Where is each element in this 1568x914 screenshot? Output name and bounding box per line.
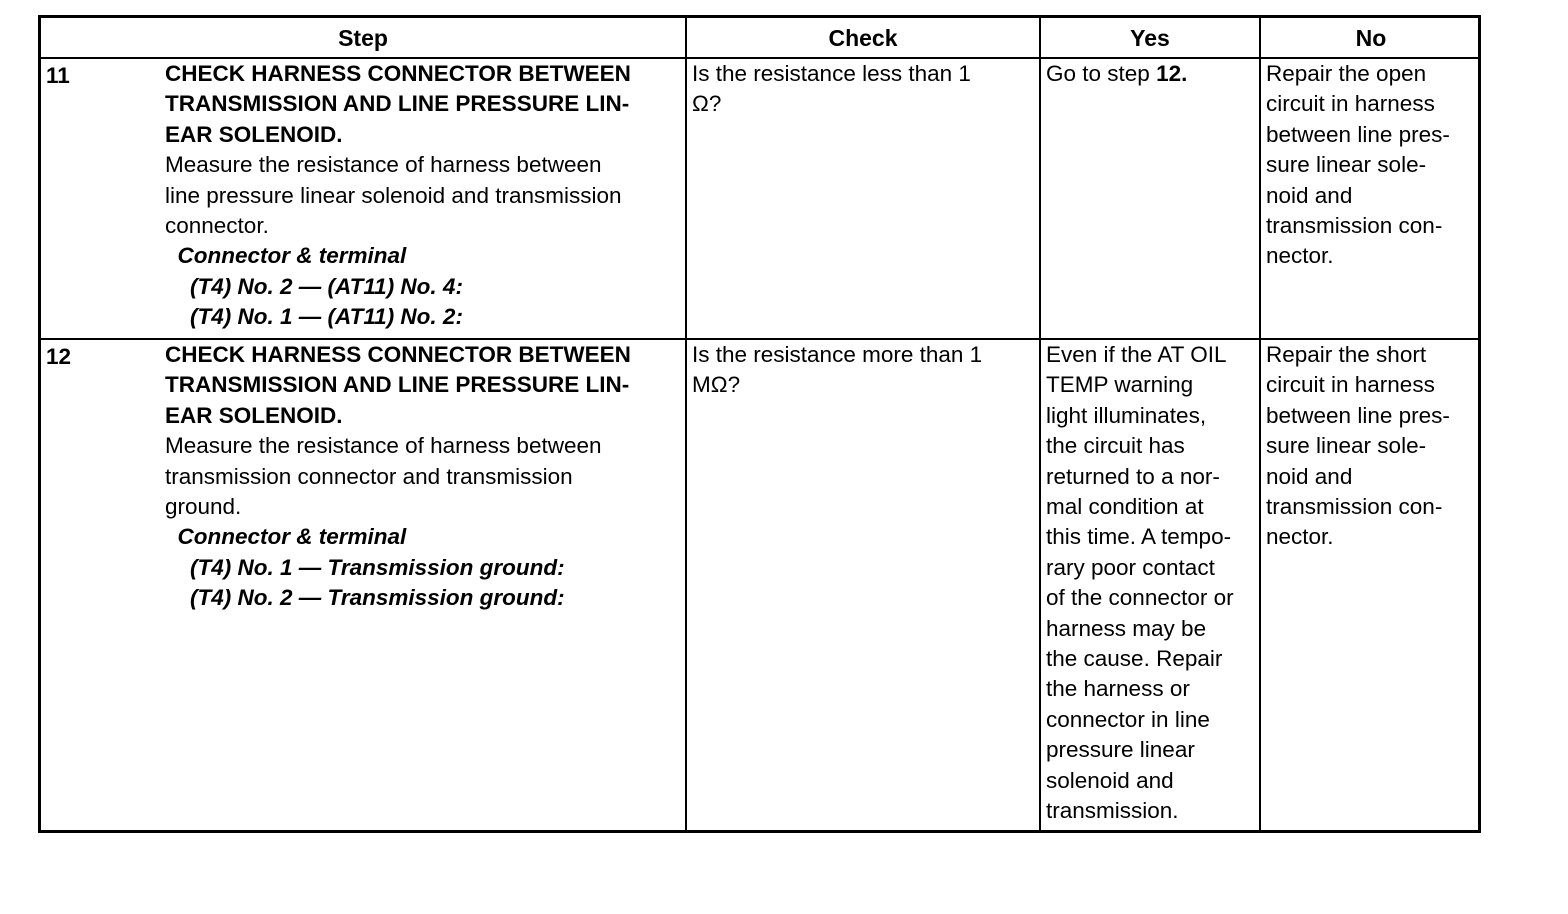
step-title-line: EAR SOLENOID. — [165, 121, 343, 147]
no-line: between line pres- — [1266, 121, 1450, 147]
check-content — [692, 59, 971, 120]
terminal-heading: Connector & terminal — [177, 243, 407, 269]
check-line: Is the resistance less than 1 — [692, 61, 971, 86]
yes-line: transmission. — [1046, 798, 1179, 824]
step-body-line: Measure the resistance of harness between — [165, 433, 602, 459]
yes-content — [1046, 340, 1234, 827]
yes-line: mal condition at — [1046, 494, 1204, 520]
yes-line: the cause. Repair — [1046, 646, 1223, 672]
yes-line: this time. A tempo- — [1046, 524, 1232, 550]
no-line: circuit in harness — [1266, 91, 1435, 117]
yes-line: returned to a nor- — [1046, 463, 1220, 489]
yes-step-link: 12. — [1156, 61, 1188, 86]
no-line: Repair the open — [1266, 61, 1427, 86]
no-line: between line pres- — [1266, 402, 1450, 428]
yes-line: harness may be — [1046, 615, 1207, 641]
header-yes: Yes — [1130, 25, 1170, 51]
yes-line: connector in line — [1046, 706, 1210, 732]
no-line: Repair the short — [1266, 342, 1427, 367]
yes-line: solenoid and — [1046, 767, 1174, 793]
yes-line: light illuminates, — [1046, 402, 1207, 428]
no-line: nector. — [1266, 524, 1334, 550]
step-body-line: Measure the resistance of harness between — [165, 152, 602, 178]
no-content — [1266, 59, 1450, 272]
no-line: sure linear sole- — [1266, 152, 1427, 178]
check-line: Ω? — [692, 91, 722, 117]
check-content — [692, 340, 982, 401]
step-number: 12 — [46, 344, 72, 369]
yes-line: the harness or — [1046, 676, 1190, 702]
no-line: circuit in harness — [1266, 372, 1435, 398]
column-divider — [685, 18, 687, 830]
terminal-entry: (T4) No. 2 — Transmission ground: — [190, 585, 565, 611]
step-content — [165, 340, 631, 614]
yes-line: TEMP warning — [1046, 372, 1194, 398]
no-line: transmission con- — [1266, 213, 1443, 239]
step-content — [165, 59, 631, 333]
step-body-line: ground. — [165, 494, 242, 520]
terminal-entry: (T4) No. 2 — (AT11) No. 4: — [190, 273, 463, 299]
yes-line: Even if the AT OIL — [1046, 342, 1227, 367]
header-no: No — [1355, 25, 1387, 51]
diagnostic-table — [38, 15, 1481, 833]
yes-line: of the connector or — [1046, 585, 1234, 611]
step-body-line: connector. — [165, 213, 269, 239]
step-title-line: EAR SOLENOID. — [165, 402, 343, 428]
no-line: noid and — [1266, 463, 1353, 489]
check-line: Is the resistance more than 1 — [692, 342, 983, 367]
column-divider — [1259, 18, 1261, 830]
header-step: Step — [338, 25, 388, 51]
no-line: transmission con- — [1266, 494, 1443, 520]
step-title-line: CHECK HARNESS CONNECTOR BETWEEN — [165, 342, 631, 367]
step-body-line: line pressure linear solenoid and transmission — [165, 182, 622, 208]
no-content — [1266, 340, 1450, 553]
no-line: sure linear sole- — [1266, 433, 1427, 459]
terminal-entry: (T4) No. 1 — Transmission ground: — [190, 554, 565, 580]
yes-line: rary poor contact — [1046, 554, 1215, 580]
yes-line: the circuit has — [1046, 433, 1185, 459]
step-title-line: TRANSMISSION AND LINE PRESSURE LIN- — [165, 91, 630, 117]
yes-text: Go to step — [1046, 61, 1157, 86]
header-check: Check — [828, 25, 898, 51]
step-title-line: TRANSMISSION AND LINE PRESSURE LIN- — [165, 372, 630, 398]
yes-content — [1046, 59, 1187, 89]
terminal-heading: Connector & terminal — [177, 524, 407, 550]
step-body-line: transmission connector and transmission — [165, 463, 573, 489]
no-line: noid and — [1266, 182, 1353, 208]
no-line: nector. — [1266, 243, 1334, 269]
step-title-line: CHECK HARNESS CONNECTOR BETWEEN — [165, 61, 631, 86]
column-divider — [1039, 18, 1041, 830]
terminal-entry: (T4) No. 1 — (AT11) No. 2: — [190, 304, 463, 330]
step-number: 11 — [46, 63, 70, 88]
check-line: MΩ? — [692, 372, 741, 398]
yes-line: pressure linear — [1046, 737, 1195, 763]
